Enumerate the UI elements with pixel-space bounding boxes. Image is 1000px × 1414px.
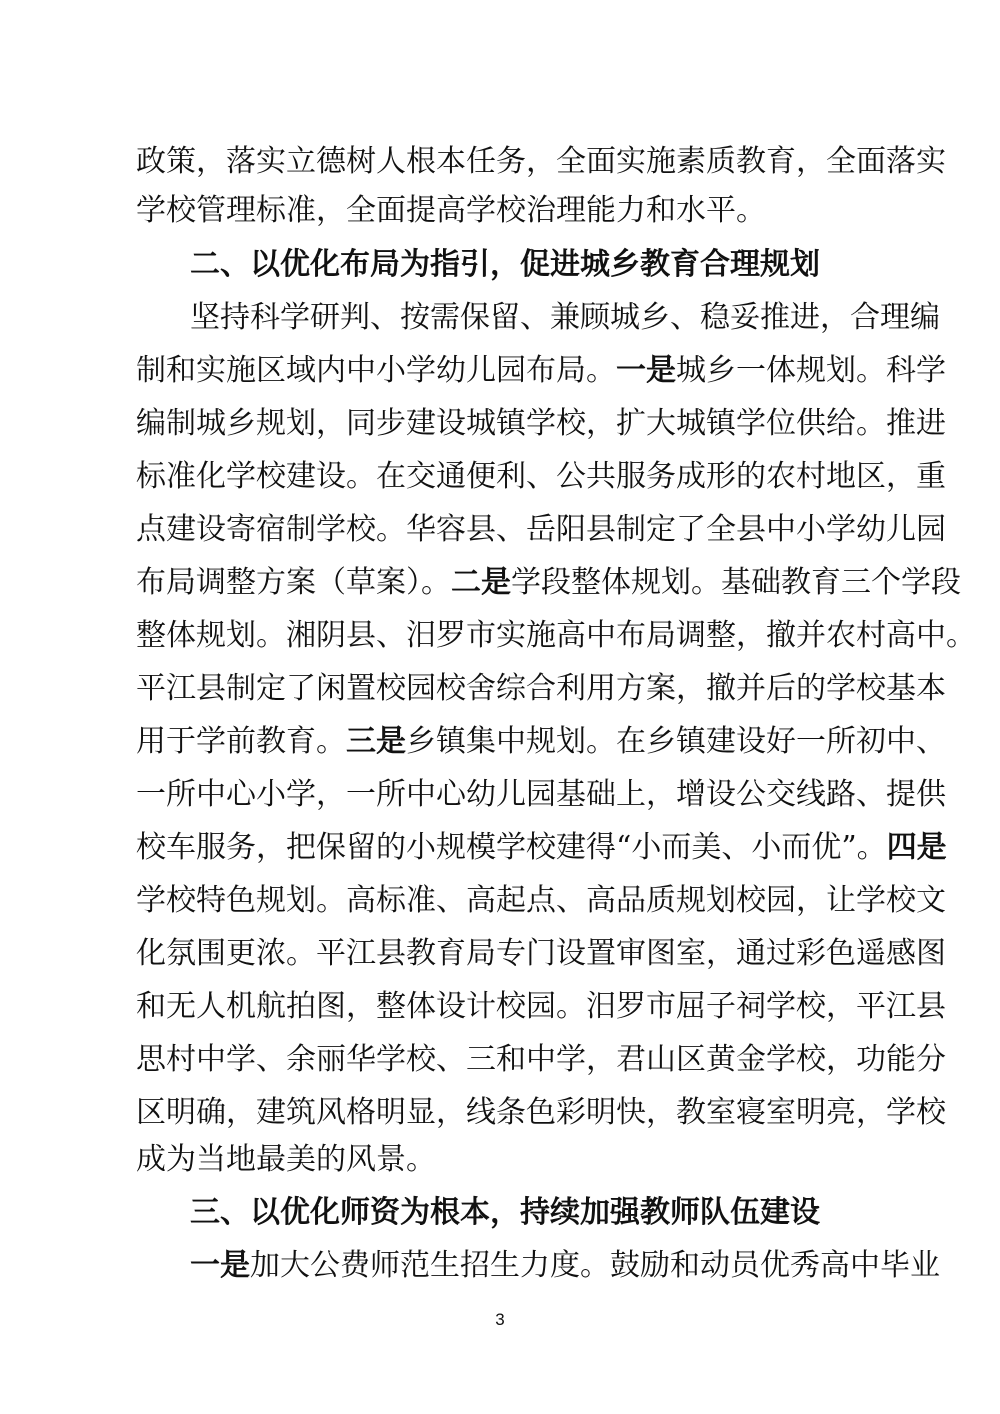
body-line: 校车服务，把保留的小规模学校建得“小而美、小而优”。四是 xyxy=(136,830,947,865)
body-line: 化氛围更浓。平江县教育局专门设置审图室，通过彩色遥感图 xyxy=(136,936,946,971)
body-line: 平江县制定了闲置校园校舍综合利用方案，撤并后的学校基本 xyxy=(136,671,946,706)
body-line: 学校特色规划。高标准、高起点、高品质规划校园，让学校文 xyxy=(136,883,946,918)
body-line: 思村中学、余丽华学校、三和中学，君山区黄金学校，功能分 xyxy=(136,1042,946,1077)
body-line: 和无人机航拍图，整体设计校园。汨罗市屈子祠学校，平江县 xyxy=(136,989,946,1024)
section-heading: 二、以优化布局为指引，促进城乡教育合理规划 xyxy=(190,247,820,282)
body-line: 区明确，建筑风格明显，线条色彩明快，教室寝室明亮，学校 xyxy=(136,1095,946,1130)
body-line: 标准化学校建设。在交通便利、公共服务成形的农村地区，重 xyxy=(136,459,946,494)
body-line: 制和实施区域内中小学幼儿园布局。一是城乡一体规划。科学 xyxy=(136,353,946,388)
body-line: 坚持科学研判、按需保留、兼顾城乡、稳妥推进，合理编 xyxy=(190,300,940,335)
body-line: 一所中心小学，一所中心幼儿园基础上，增设公交线路、提供 xyxy=(136,777,946,812)
body-line: 整体规划。湘阴县、汨罗市实施高中布局调整，撤并农村高中。 xyxy=(136,618,976,653)
body-line: 一是加大公费师范生招生力度。鼓励和动员优秀高中毕业 xyxy=(190,1248,940,1283)
body-line: 政策，落实立德树人根本任务，全面实施素质教育，全面落实 xyxy=(136,144,946,179)
body-line: 成为当地最美的风景。 xyxy=(136,1142,436,1177)
body-line: 用于学前教育。三是乡镇集中规划。在乡镇建设好一所初中、 xyxy=(136,724,946,759)
page-number: 3 xyxy=(495,1310,505,1329)
section-heading: 三、以优化师资为根本，持续加强教师队伍建设 xyxy=(190,1195,820,1230)
body-line: 点建设寄宿制学校。华容县、岳阳县制定了全县中小学幼儿园 xyxy=(136,512,946,547)
body-line: 编制城乡规划，同步建设城镇学校，扩大城镇学位供给。推进 xyxy=(136,406,946,441)
body-line: 布局调整方案（草案）。二是学段整体规划。基础教育三个学段 xyxy=(136,565,961,600)
body-line: 学校管理标准，全面提高学校治理能力和水平。 xyxy=(136,193,766,228)
